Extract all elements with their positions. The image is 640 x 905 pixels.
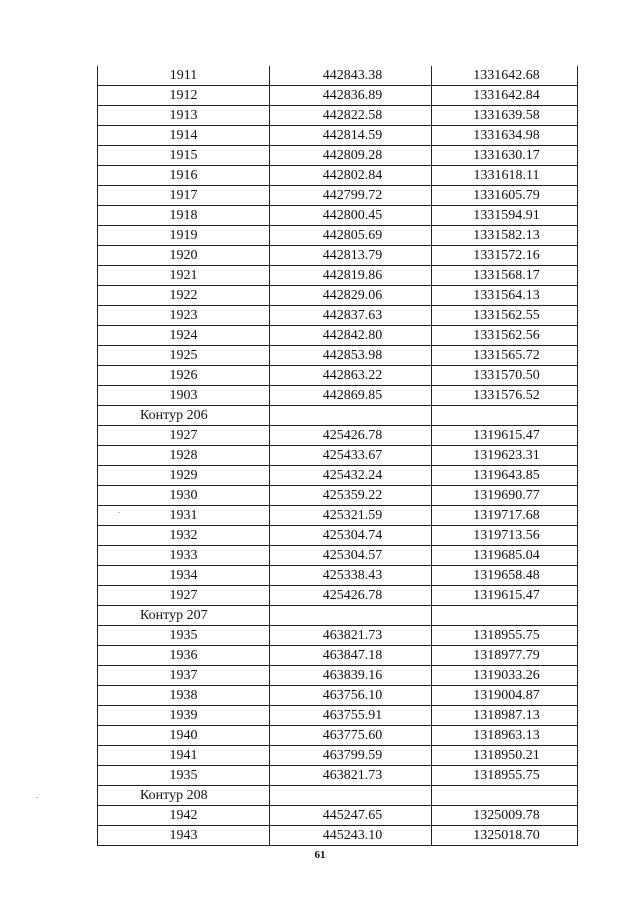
y-coordinate-cell: 1318950.21 bbox=[432, 746, 578, 766]
point-number-cell: 1915 bbox=[98, 146, 270, 166]
x-coordinate-cell: 442853.98 bbox=[270, 346, 432, 366]
table-row bbox=[98, 426, 578, 446]
empty-x-cell bbox=[270, 786, 432, 806]
x-coordinate-cell: 463821.73 bbox=[270, 626, 432, 646]
x-coordinate-cell: 445243.10 bbox=[270, 826, 432, 846]
point-number-cell: 1923 bbox=[98, 306, 270, 326]
table-row bbox=[98, 186, 578, 206]
table-row bbox=[98, 106, 578, 126]
y-coordinate-cell: 1318955.75 bbox=[432, 626, 578, 646]
point-number-cell: 1941 bbox=[98, 746, 270, 766]
table-row bbox=[98, 306, 578, 326]
point-number-cell: 1934 bbox=[98, 566, 270, 586]
x-coordinate-cell: 442843.38 bbox=[270, 66, 432, 86]
contour-header-row bbox=[98, 786, 578, 806]
contour-header-row bbox=[98, 606, 578, 626]
table-row bbox=[98, 546, 578, 566]
y-coordinate-cell: 1318963.13 bbox=[432, 726, 578, 746]
point-number-cell: 1924 bbox=[98, 326, 270, 346]
scan-speck bbox=[118, 512, 120, 513]
y-coordinate-cell: 1331565.72 bbox=[432, 346, 578, 366]
x-coordinate-cell: 442829.06 bbox=[270, 286, 432, 306]
table-row bbox=[98, 486, 578, 506]
y-coordinate-cell: 1318977.79 bbox=[432, 646, 578, 666]
point-number-cell: 1928 bbox=[98, 446, 270, 466]
y-coordinate-cell: 1318955.75 bbox=[432, 766, 578, 786]
contour-label: Контур 208 bbox=[98, 786, 270, 806]
x-coordinate-cell: 442842.80 bbox=[270, 326, 432, 346]
x-coordinate-cell: 442836.89 bbox=[270, 86, 432, 106]
point-number-cell: 1930 bbox=[98, 486, 270, 506]
y-coordinate-cell: 1319685.04 bbox=[432, 546, 578, 566]
y-coordinate-cell: 1331630.17 bbox=[432, 146, 578, 166]
table-row bbox=[98, 526, 578, 546]
table-row bbox=[98, 666, 578, 686]
point-number-cell: 1927 bbox=[98, 586, 270, 606]
point-number-cell: 1912 bbox=[98, 86, 270, 106]
x-coordinate-cell: 442822.58 bbox=[270, 106, 432, 126]
y-coordinate-cell: 1331618.11 bbox=[432, 166, 578, 186]
x-coordinate-cell: 442799.72 bbox=[270, 186, 432, 206]
table-row bbox=[98, 226, 578, 246]
point-number-cell: 1935 bbox=[98, 766, 270, 786]
empty-y-cell bbox=[432, 606, 578, 626]
x-coordinate-cell: 442813.79 bbox=[270, 246, 432, 266]
x-coordinate-cell: 425426.78 bbox=[270, 586, 432, 606]
y-coordinate-cell: 1331605.79 bbox=[432, 186, 578, 206]
y-coordinate-cell: 1318987.13 bbox=[432, 706, 578, 726]
coordinates-sheet bbox=[97, 66, 577, 846]
y-coordinate-cell: 1319623.31 bbox=[432, 446, 578, 466]
point-number-cell: 1932 bbox=[98, 526, 270, 546]
y-coordinate-cell: 1331642.68 bbox=[432, 66, 578, 86]
point-number-cell: 1919 bbox=[98, 226, 270, 246]
table-row bbox=[98, 826, 578, 846]
point-number-cell: 1937 bbox=[98, 666, 270, 686]
y-coordinate-cell: 1331568.17 bbox=[432, 266, 578, 286]
y-coordinate-cell: 1319643.85 bbox=[432, 466, 578, 486]
y-coordinate-cell: 1319004.87 bbox=[432, 686, 578, 706]
x-coordinate-cell: 442819.86 bbox=[270, 266, 432, 286]
x-coordinate-cell: 425304.74 bbox=[270, 526, 432, 546]
x-coordinate-cell: 442814.59 bbox=[270, 126, 432, 146]
point-number-cell: 1918 bbox=[98, 206, 270, 226]
table-row bbox=[98, 586, 578, 606]
y-coordinate-cell: 1331634.98 bbox=[432, 126, 578, 146]
y-coordinate-cell: 1331576.52 bbox=[432, 386, 578, 406]
x-coordinate-cell: 445247.65 bbox=[270, 806, 432, 826]
point-number-cell: 1925 bbox=[98, 346, 270, 366]
table-row bbox=[98, 66, 578, 86]
table-row bbox=[98, 86, 578, 106]
contour-label: Контур 206 bbox=[98, 406, 270, 426]
point-number-cell: 1911 bbox=[98, 66, 270, 86]
x-coordinate-cell: 442802.84 bbox=[270, 166, 432, 186]
y-coordinate-cell: 1331572.16 bbox=[432, 246, 578, 266]
x-coordinate-cell: 425338.43 bbox=[270, 566, 432, 586]
y-coordinate-cell: 1319717.68 bbox=[432, 506, 578, 526]
x-coordinate-cell: 425426.78 bbox=[270, 426, 432, 446]
table-row bbox=[98, 566, 578, 586]
table-row bbox=[98, 286, 578, 306]
y-coordinate-cell: 1325018.70 bbox=[432, 826, 578, 846]
x-coordinate-cell: 442800.45 bbox=[270, 206, 432, 226]
y-coordinate-cell: 1331642.84 bbox=[432, 86, 578, 106]
point-number-cell: 1935 bbox=[98, 626, 270, 646]
x-coordinate-cell: 442837.63 bbox=[270, 306, 432, 326]
x-coordinate-cell: 425432.24 bbox=[270, 466, 432, 486]
table-row bbox=[98, 206, 578, 226]
coordinates-table-body bbox=[98, 66, 578, 846]
y-coordinate-cell: 1319033.26 bbox=[432, 666, 578, 686]
table-row bbox=[98, 686, 578, 706]
point-number-cell: 1936 bbox=[98, 646, 270, 666]
table-row bbox=[98, 126, 578, 146]
table-row bbox=[98, 506, 578, 526]
table-row bbox=[98, 626, 578, 646]
empty-x-cell bbox=[270, 606, 432, 626]
x-coordinate-cell: 442863.22 bbox=[270, 366, 432, 386]
table-row bbox=[98, 246, 578, 266]
y-coordinate-cell: 1331562.55 bbox=[432, 306, 578, 326]
point-number-cell: 1933 bbox=[98, 546, 270, 566]
y-coordinate-cell: 1325009.78 bbox=[432, 806, 578, 826]
page-number: 61 bbox=[314, 849, 326, 861]
y-coordinate-cell: 1319658.48 bbox=[432, 566, 578, 586]
x-coordinate-cell: 442869.85 bbox=[270, 386, 432, 406]
empty-x-cell bbox=[270, 406, 432, 426]
y-coordinate-cell: 1319690.77 bbox=[432, 486, 578, 506]
x-coordinate-cell: 463755.91 bbox=[270, 706, 432, 726]
point-number-cell: 1914 bbox=[98, 126, 270, 146]
point-number-cell: 1921 bbox=[98, 266, 270, 286]
x-coordinate-cell: 463799.59 bbox=[270, 746, 432, 766]
x-coordinate-cell: 463839.16 bbox=[270, 666, 432, 686]
y-coordinate-cell: 1319615.47 bbox=[432, 586, 578, 606]
x-coordinate-cell: 425433.67 bbox=[270, 446, 432, 466]
point-number-cell: 1942 bbox=[98, 806, 270, 826]
table-row bbox=[98, 266, 578, 286]
coordinates-table bbox=[97, 66, 578, 846]
point-number-cell: 1927 bbox=[98, 426, 270, 446]
y-coordinate-cell: 1331564.13 bbox=[432, 286, 578, 306]
y-coordinate-cell: 1331594.91 bbox=[432, 206, 578, 226]
point-number-cell: 1931 bbox=[98, 506, 270, 526]
point-number-cell: 1940 bbox=[98, 726, 270, 746]
x-coordinate-cell: 425321.59 bbox=[270, 506, 432, 526]
contour-label: Контур 207 bbox=[98, 606, 270, 626]
point-number-cell: 1926 bbox=[98, 366, 270, 386]
table-row bbox=[98, 726, 578, 746]
x-coordinate-cell: 463756.10 bbox=[270, 686, 432, 706]
x-coordinate-cell: 463821.73 bbox=[270, 766, 432, 786]
contour-header-row bbox=[98, 406, 578, 426]
table-row bbox=[98, 386, 578, 406]
y-coordinate-cell: 1331582.13 bbox=[432, 226, 578, 246]
x-coordinate-cell: 425304.57 bbox=[270, 546, 432, 566]
x-coordinate-cell: 442809.28 bbox=[270, 146, 432, 166]
point-number-cell: 1920 bbox=[98, 246, 270, 266]
table-row bbox=[98, 166, 578, 186]
point-number-cell: 1938 bbox=[98, 686, 270, 706]
table-row bbox=[98, 466, 578, 486]
table-row bbox=[98, 366, 578, 386]
x-coordinate-cell: 463847.18 bbox=[270, 646, 432, 666]
scan-speck bbox=[36, 797, 38, 798]
table-row bbox=[98, 446, 578, 466]
point-number-cell: 1917 bbox=[98, 186, 270, 206]
y-coordinate-cell: 1319713.56 bbox=[432, 526, 578, 546]
table-row bbox=[98, 766, 578, 786]
point-number-cell: 1916 bbox=[98, 166, 270, 186]
x-coordinate-cell: 425359.22 bbox=[270, 486, 432, 506]
y-coordinate-cell: 1331639.58 bbox=[432, 106, 578, 126]
empty-y-cell bbox=[432, 406, 578, 426]
y-coordinate-cell: 1331570.50 bbox=[432, 366, 578, 386]
point-number-cell: 1922 bbox=[98, 286, 270, 306]
y-coordinate-cell: 1331562.56 bbox=[432, 326, 578, 346]
point-number-cell: 1943 bbox=[98, 826, 270, 846]
x-coordinate-cell: 442805.69 bbox=[270, 226, 432, 246]
table-row bbox=[98, 706, 578, 726]
table-row bbox=[98, 806, 578, 826]
point-number-cell: 1929 bbox=[98, 466, 270, 486]
table-row bbox=[98, 646, 578, 666]
table-row bbox=[98, 326, 578, 346]
empty-y-cell bbox=[432, 786, 578, 806]
point-number-cell: 1903 bbox=[98, 386, 270, 406]
table-row bbox=[98, 146, 578, 166]
point-number-cell: 1913 bbox=[98, 106, 270, 126]
table-row bbox=[98, 746, 578, 766]
table-row bbox=[98, 346, 578, 366]
point-number-cell: 1939 bbox=[98, 706, 270, 726]
x-coordinate-cell: 463775.60 bbox=[270, 726, 432, 746]
y-coordinate-cell: 1319615.47 bbox=[432, 426, 578, 446]
